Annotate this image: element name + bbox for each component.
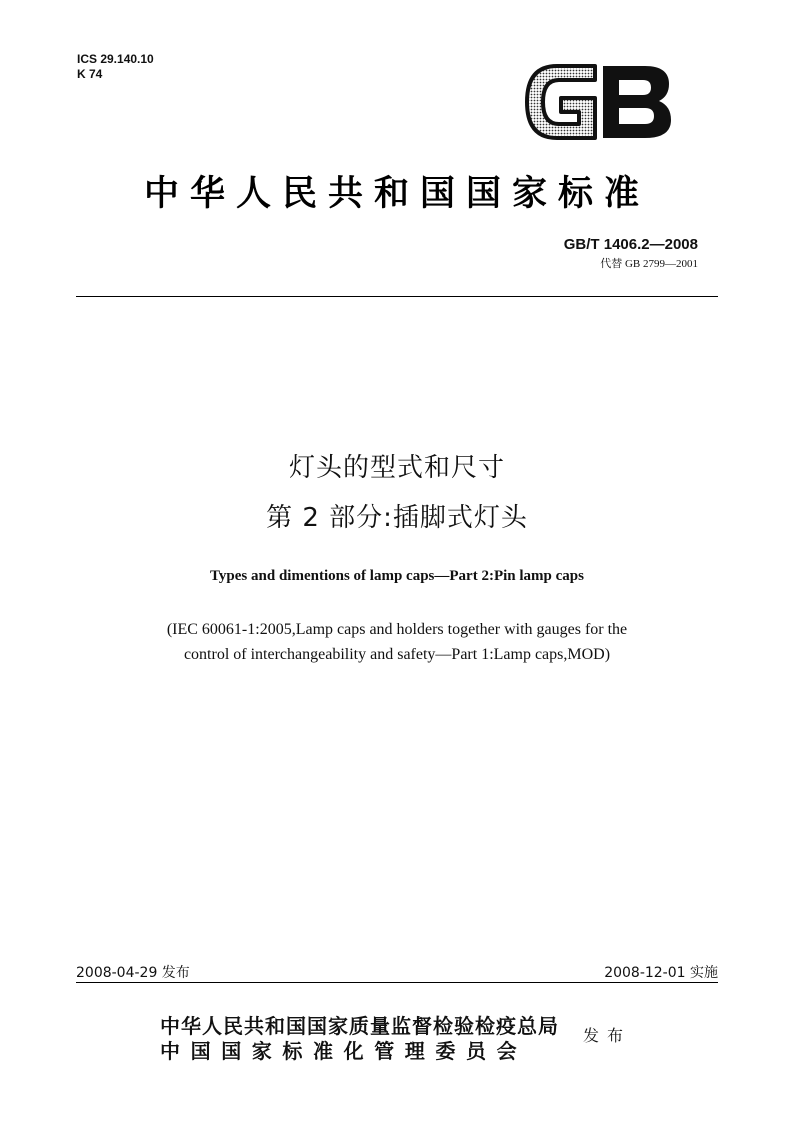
header-divider	[76, 296, 718, 297]
english-title: Types and dimentions of lamp caps—Part 2:Pin lamp caps	[210, 568, 584, 584]
iec-reference-line1: (IEC 60061-1:2005,Lamp caps and holders together with gauges for the	[166, 621, 628, 638]
classification-codes	[77, 52, 154, 82]
publisher-line2: 中国国家标准化管理委员会	[160, 1039, 528, 1063]
publish-label: 发布	[583, 1026, 632, 1045]
publisher-line1: 中华人民共和国国家质量监督检验检疫总局	[160, 1014, 559, 1038]
implementation-date: 2008-12-01 实施	[604, 965, 718, 981]
iec-reference	[90, 617, 704, 667]
replaces-standard: 代替 GB 2799—2001	[600, 258, 698, 270]
ics-code: ICS 29.140.10	[77, 52, 154, 66]
issue-date: 2008-04-29 发布	[76, 965, 190, 981]
standard-title: 中华人民共和国国家标准	[143, 174, 650, 214]
iec-reference-line2: control of interchangeability and safety—Part 1:Lamp caps,MOD)	[183, 646, 611, 663]
chinese-title-line2: 第 2 部分:插脚式灯头	[266, 503, 528, 533]
standard-number: GB/T 1406.2—2008	[563, 236, 698, 253]
gb-logo	[521, 60, 677, 144]
gb-logo-text: GB	[521, 60, 523, 61]
ccs-code: K 74	[77, 67, 103, 81]
footer-divider	[76, 982, 718, 983]
chinese-title-line1: 灯头的型式和尺寸	[288, 453, 505, 483]
